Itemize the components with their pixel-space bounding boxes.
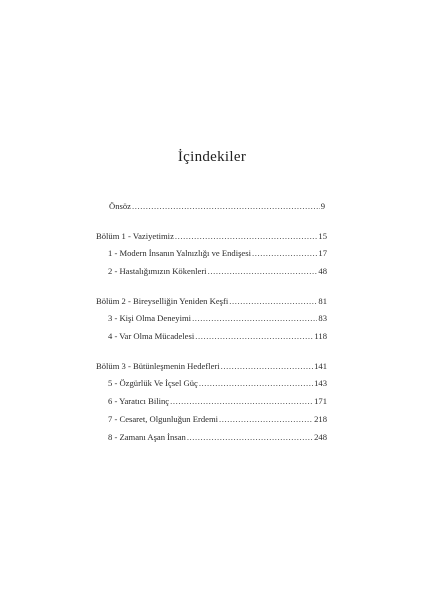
toc-entry-page: 17 <box>318 248 327 258</box>
toc-entry-page: 171 <box>314 396 327 406</box>
toc-entry-page: 218 <box>314 414 327 424</box>
toc-entry-page: 15 <box>318 231 327 241</box>
toc-entry-label: 4 - Var Olma Mücadelesi <box>108 331 195 341</box>
toc-entry-chapter-5 <box>108 378 327 389</box>
page-title: İçindekiler <box>177 149 247 165</box>
toc-entry-page: 48 <box>318 266 327 276</box>
toc-entry-label: 6 - Yaratıcı Bilinç <box>108 396 170 406</box>
toc-entry-part-2 <box>96 296 327 307</box>
toc-entry-chapter-1 <box>108 248 327 259</box>
toc-entry-page: 248 <box>314 432 327 442</box>
toc-entry-page: 118 <box>314 331 327 341</box>
toc-entry-page: 9 <box>320 201 325 211</box>
toc-entry-part-3 <box>96 361 327 372</box>
dot-leader <box>229 296 317 307</box>
dot-leader <box>170 396 313 407</box>
toc-entry-chapter-4 <box>108 331 327 342</box>
toc-entry-page: 81 <box>318 296 327 306</box>
toc-entry-page: 143 <box>314 378 327 388</box>
toc-entry-chapter-2 <box>108 266 327 277</box>
dot-leader <box>208 266 318 277</box>
toc-entry-label: 7 - Cesaret, Olgunluğun Erdemi <box>108 414 219 424</box>
toc-entry-label: Bölüm 1 - Vaziyetimiz <box>96 231 174 241</box>
toc-entry-page: 141 <box>314 361 327 371</box>
dot-leader <box>192 313 317 324</box>
toc-entry-label: 5 - Özgürlük Ve İçsel Güç <box>108 378 198 388</box>
toc-entry-chapter-6 <box>108 396 327 407</box>
dot-leader <box>252 248 317 259</box>
dot-leader <box>221 361 313 372</box>
toc-entry-label: 1 - Modern İnsanın Yalnızlığı ve Endişesi <box>108 248 251 258</box>
toc-entry-label: Önsöz <box>109 201 131 211</box>
toc-entry-part-1 <box>96 231 327 242</box>
toc-entry-label: Bölüm 2 - Bireyselliğin Yeniden Keşfi <box>96 296 229 306</box>
toc-entry-label: 8 - Zamanı Aşan İnsan <box>108 432 186 442</box>
toc-entry-preface <box>109 201 325 212</box>
toc-entry-chapter-7 <box>108 414 327 425</box>
toc-entry-label: 3 - Kişi Olma Deneyimi <box>108 313 192 323</box>
toc-entry-label: 2 - Hastalığımızın Kökenleri <box>108 266 207 276</box>
toc-entry-chapter-8 <box>108 432 327 443</box>
toc-entry-chapter-3 <box>108 313 327 324</box>
dot-leader <box>219 414 313 425</box>
dot-leader <box>132 201 320 212</box>
dot-leader <box>199 378 313 389</box>
toc-entry-label: Bölüm 3 - Bütünleşmenin Hedefleri <box>96 361 220 371</box>
toc-entry-page: 83 <box>318 313 327 323</box>
dot-leader <box>195 331 313 342</box>
dot-leader <box>187 432 313 443</box>
dot-leader <box>175 231 318 242</box>
